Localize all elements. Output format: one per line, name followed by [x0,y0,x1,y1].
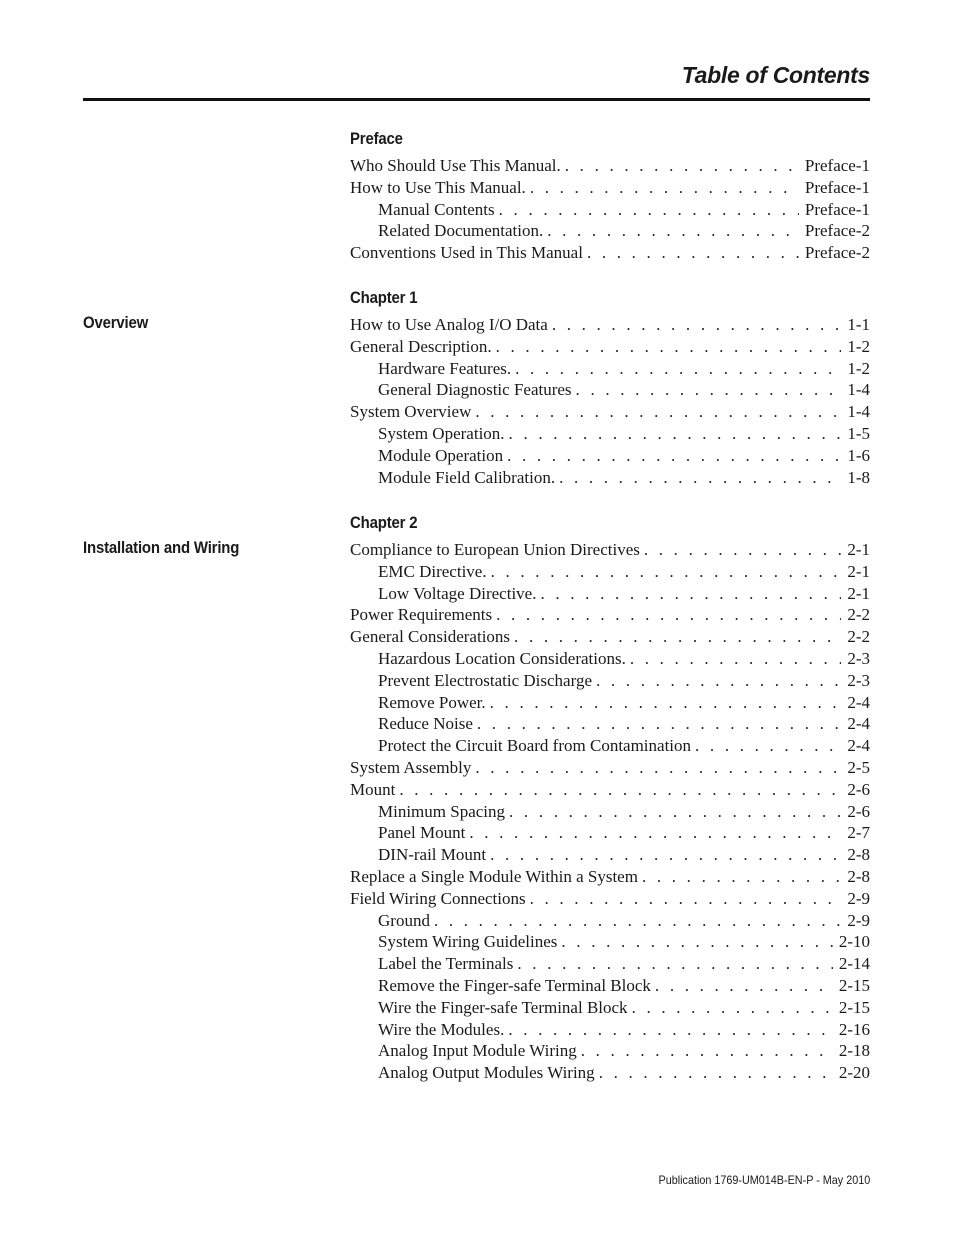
toc-entry[interactable] [350,626,870,648]
toc-entry-page: 1-2 [841,336,870,358]
toc-entry-page: Preface-2 [799,242,870,264]
dot-leader [530,888,842,910]
toc-entry[interactable] [350,379,870,401]
toc-entry[interactable] [350,336,870,358]
toc-entry[interactable] [350,220,870,242]
toc-entry[interactable] [350,155,870,177]
toc-entry[interactable] [350,844,870,866]
dot-leader [632,997,833,1019]
toc-entry-page: 2-9 [841,888,870,910]
toc-entry[interactable] [350,1019,870,1041]
toc-entry-page: 1-4 [841,379,870,401]
toc-entry[interactable] [350,467,870,489]
toc-entry-page: 1-4 [841,401,870,423]
dot-leader [490,692,842,714]
dot-leader [596,670,841,692]
toc-entry-page: 2-14 [833,953,870,975]
toc-entry-title: Conventions Used in This Manual [350,243,583,263]
toc-entry-title: General Considerations [350,627,511,647]
toc-entry-page: 2-5 [841,757,870,779]
dot-leader [559,467,841,489]
toc-entry-page: 2-4 [841,713,870,735]
dot-leader [475,757,841,779]
dot-leader [434,910,841,932]
toc-entry-title: How to Use This Manual. [350,177,526,197]
dot-leader [509,801,841,823]
toc-entry[interactable] [350,692,870,714]
dot-leader [515,358,841,380]
toc-entry[interactable] [350,1062,870,1084]
toc-entry-title: System Assembly [350,757,472,777]
toc-entry-title: Who Should Use This Manual. [350,156,561,175]
page-title: Table of Contents [681,62,870,88]
chapter1-entries [350,314,870,488]
dot-leader [507,445,841,467]
dot-leader [599,1062,833,1084]
dot-leader [475,401,841,423]
toc-entry[interactable] [350,735,870,757]
dot-leader [514,626,841,648]
toc-entry-title: Remove Power. [378,692,486,712]
toc-entry-page: 2-4 [841,692,870,714]
toc-entry-page: 1-1 [841,314,870,336]
toc-entry-title: Wire the Modules. [378,1019,505,1039]
dot-leader [630,648,841,670]
toc-entry[interactable] [350,648,870,670]
dot-leader [490,844,841,866]
toc-entry-title: Hardware Features. [378,358,512,378]
toc-entry-page: 2-3 [841,670,870,692]
toc-entry-page: 2-2 [841,604,870,626]
chapter2-entries [350,539,870,1084]
toc-entry-title: Related Documentation. [378,221,544,241]
toc-entry-page: 2-8 [841,844,870,866]
dot-leader [576,379,842,401]
toc-entry-title: System Wiring Guidelines [378,932,558,952]
toc-entry-page: 2-10 [833,931,870,953]
toc-entry[interactable] [350,801,870,823]
dot-leader [530,177,799,199]
toc-entry[interactable] [350,561,870,583]
toc-entry-page: 2-1 [841,583,870,605]
dot-leader [399,779,841,801]
toc-entry-title: Wire the Finger-safe Terminal Block [378,997,628,1017]
toc-entry[interactable] [350,358,870,380]
toc-entry-page: 2-1 [841,539,870,561]
toc-entry-page: 1-5 [841,423,870,445]
toc-entry-page: Preface-1 [799,199,870,221]
toc-entry-page: 1-6 [841,445,870,467]
toc-entry[interactable] [350,822,870,844]
dot-leader [581,1040,833,1062]
toc-entry-title: Prevent Electrostatic Discharge [378,670,592,690]
toc-entry-title: Analog Input Module Wiring [378,1041,577,1061]
toc-entry-page: 2-6 [841,779,870,801]
toc-entry-title: General Description. [350,336,492,356]
toc-entry-page: 2-15 [833,975,870,997]
toc-entry-title: DIN-rail Mount [378,845,487,865]
toc-entry-title: Reduce Noise [378,714,473,734]
toc-entry-title: Replace a Single Module Within a System [350,866,638,886]
toc-entry-title: System Operation. [378,423,505,443]
toc-entry[interactable] [350,910,870,932]
toc-entry[interactable] [350,445,870,467]
toc-entry[interactable] [350,670,870,692]
toc-entry-page: Preface-2 [799,220,870,242]
dot-leader [552,314,842,336]
toc-entry-page: 2-9 [841,910,870,932]
toc-entry-page: 2-6 [841,801,870,823]
toc-entry-title: Module Operation [378,445,504,465]
toc-entry-page: 2-1 [841,561,870,583]
dot-leader [508,1019,833,1041]
toc-entry-title: Hazardous Location Considerations. [378,648,626,668]
toc-entry[interactable] [350,199,870,221]
preface-label: Preface [350,129,403,148]
toc-entry-title: Label the Terminals [378,954,514,974]
toc-entry-page: 1-8 [841,467,870,489]
toc-entry-page: 2-7 [841,822,870,844]
dot-leader [491,561,842,583]
dot-leader [644,539,841,561]
toc-entry[interactable] [350,757,870,779]
toc-entry[interactable] [350,604,870,626]
toc-entry-title: Power Requirements [350,605,493,625]
toc-entry[interactable] [350,997,870,1019]
dot-leader [540,583,841,605]
dot-leader [509,423,842,445]
toc-entry-title: Remove the Finger-safe Terminal Block [378,975,651,995]
toc-entry-title: How to Use Analog I/O Data [350,315,548,334]
toc-entry-page: 1-2 [841,358,870,380]
dot-leader [477,713,841,735]
toc-entry-title: Protect the Circuit Board from Contamination [378,736,692,756]
toc-entry-page: 2-16 [833,1019,870,1041]
chapter1-label: Chapter 1 [350,288,418,307]
toc-entry-title: Module Field Calibration. [378,467,556,487]
toc-entry-page: Preface-1 [799,177,870,199]
toc-entry[interactable] [350,242,870,264]
chapter2-title: Installation and Wiring [83,538,240,557]
dot-leader [587,242,799,264]
toc-entry-page: 2-20 [833,1062,870,1084]
dot-leader [642,866,841,888]
toc-entry[interactable] [350,866,870,888]
dot-leader [496,604,841,626]
toc-entry-title: General Diagnostic Features [378,380,572,400]
chapter2-label: Chapter 2 [350,513,418,532]
toc-entry-title: Minimum Spacing [378,801,506,821]
toc-entry-title: Panel Mount [378,823,466,843]
dot-leader [469,822,841,844]
dot-leader [496,336,842,358]
toc-entry-page: 2-4 [841,735,870,757]
toc-entry-page: 2-2 [841,626,870,648]
toc-entry-title: Field Wiring Connections [350,888,526,908]
toc-entry[interactable] [350,1040,870,1062]
toc-entry-page: 2-8 [841,866,870,888]
toc-entry[interactable] [350,953,870,975]
dot-leader [547,220,799,242]
toc-entry-title: Manual Contents [378,199,495,219]
toc-entry-title: EMC Directive. [378,561,487,581]
toc-entry-title: Mount [350,779,396,799]
toc-entry-title: Analog Output Modules Wiring [378,1063,595,1083]
dot-leader [561,931,832,953]
toc-entry-page: Preface-1 [799,155,870,177]
toc-entry-title: System Overview [350,402,472,422]
chapter1-title: Overview [83,313,149,332]
toc-entry[interactable] [350,177,870,199]
toc-entry[interactable] [350,401,870,423]
toc-entry[interactable] [350,888,870,910]
toc-entry-title: Ground [378,910,430,930]
dot-leader [695,735,841,757]
toc-entry[interactable] [350,539,870,561]
toc-entry[interactable] [350,314,870,336]
toc-entry-page: 2-3 [841,648,870,670]
toc-entry[interactable] [350,713,870,735]
dot-leader [517,953,832,975]
toc-entry[interactable] [350,779,870,801]
dot-leader [565,155,799,177]
toc-entry[interactable] [350,975,870,997]
publication-footer: Publication 1769-UM014B-EN-P - May 2010 [658,1173,870,1187]
preface-entries [350,155,870,264]
toc-entry-title: Low Voltage Directive. [378,583,537,603]
title-rule [83,98,870,101]
toc-entry-page: 2-18 [833,1040,870,1062]
dot-leader [499,199,799,221]
toc-entry[interactable] [350,583,870,605]
toc-entry[interactable] [350,931,870,953]
toc-entry-page: 2-15 [833,997,870,1019]
toc-entry[interactable] [350,423,870,445]
toc-entry-title: Compliance to European Union Directives [350,540,640,559]
dot-leader [655,975,833,997]
